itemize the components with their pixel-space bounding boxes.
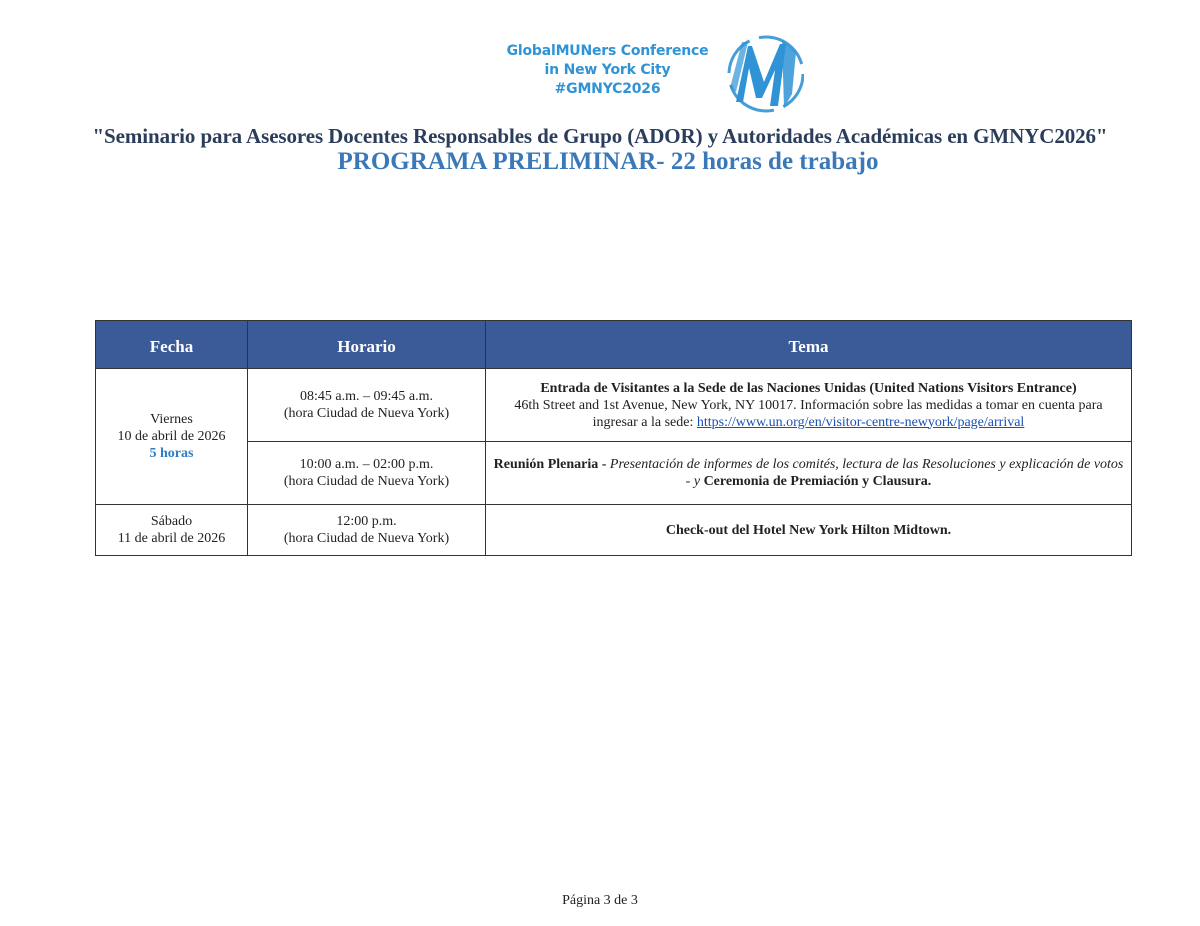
conference-logo: [500, 30, 810, 120]
logo-line-1: GlobalMUNers Conference: [506, 43, 709, 59]
tema-cell: [486, 369, 1132, 442]
session-description: 46th Street and 1st Avenue, New York, NY 10017. Información sobre las medidas a tomar en cuenta para ingresar a la sede:: [514, 397, 1103, 430]
session-ceremony: Ceremonia de Premiación y Clausura.: [703, 474, 932, 489]
table-row: [96, 369, 1132, 442]
visitor-centre-link[interactable]: https://www.un.org/en/visitor-centre-newyork/page/arrival: [696, 414, 1025, 430]
session-time: 12:00 p.m.: [336, 514, 397, 529]
session-timezone: (hora Ciudad de Nueva York): [283, 406, 450, 421]
page-number: Página 3 de 3: [562, 893, 638, 908]
table-row: [96, 442, 1132, 505]
fecha-cell: [96, 369, 248, 505]
document-title: "Seminario para Asesores Docentes Responsables de Grupo (ADOR) y Autoridades Académicas en GMNYC2026": [92, 124, 1108, 148]
tema-cell: [486, 505, 1132, 556]
stylized-m-logo-icon: [722, 32, 804, 116]
horario-cell: [248, 442, 486, 505]
day-name: Sábado: [150, 514, 193, 529]
day-date: 10 de abril de 2026: [117, 429, 226, 444]
session-title: Entrada de Visitantes a la Sede de las Naciones Unidas (United Nations Visitors Entrance): [540, 380, 1077, 396]
horario-cell: [248, 505, 486, 556]
schedule-table: [95, 320, 1132, 556]
document-subtitle: PROGRAMA PRELIMINAR- 22 horas de trabajo: [337, 148, 879, 175]
header-tema: Tema: [486, 321, 1132, 369]
session-time: 08:45 a.m. – 09:45 a.m.: [300, 389, 433, 404]
session-time: 10:00 a.m. – 02:00 p.m.: [299, 457, 434, 472]
header-horario: Horario: [248, 321, 486, 369]
logo-text: [500, 42, 715, 99]
fecha-cell: [96, 505, 248, 556]
session-title: Check-out del Hotel New York Hilton Midtown.: [665, 522, 952, 538]
day-date: 11 de abril de 2026: [117, 531, 226, 546]
day-hours: 5 horas: [149, 446, 194, 461]
session-timezone: (hora Ciudad de Nueva York): [283, 474, 450, 489]
session-description: Presentación de informes de los comités, lectura de las Resoluciones y explicación de votos - y: [609, 457, 1124, 489]
horario-cell: [248, 369, 486, 442]
table-row: [96, 505, 1132, 556]
logo-line-2: in New York City: [544, 62, 671, 78]
session-timezone: (hora Ciudad de Nueva York): [283, 531, 450, 546]
day-name: Viernes: [150, 412, 193, 427]
logo-hashtag: #GMNYC2026: [554, 81, 661, 97]
table-header-row: [96, 321, 1132, 369]
header-fecha: Fecha: [96, 321, 248, 369]
session-title: Reunión Plenaria -: [493, 457, 607, 472]
tema-cell: [486, 442, 1132, 505]
